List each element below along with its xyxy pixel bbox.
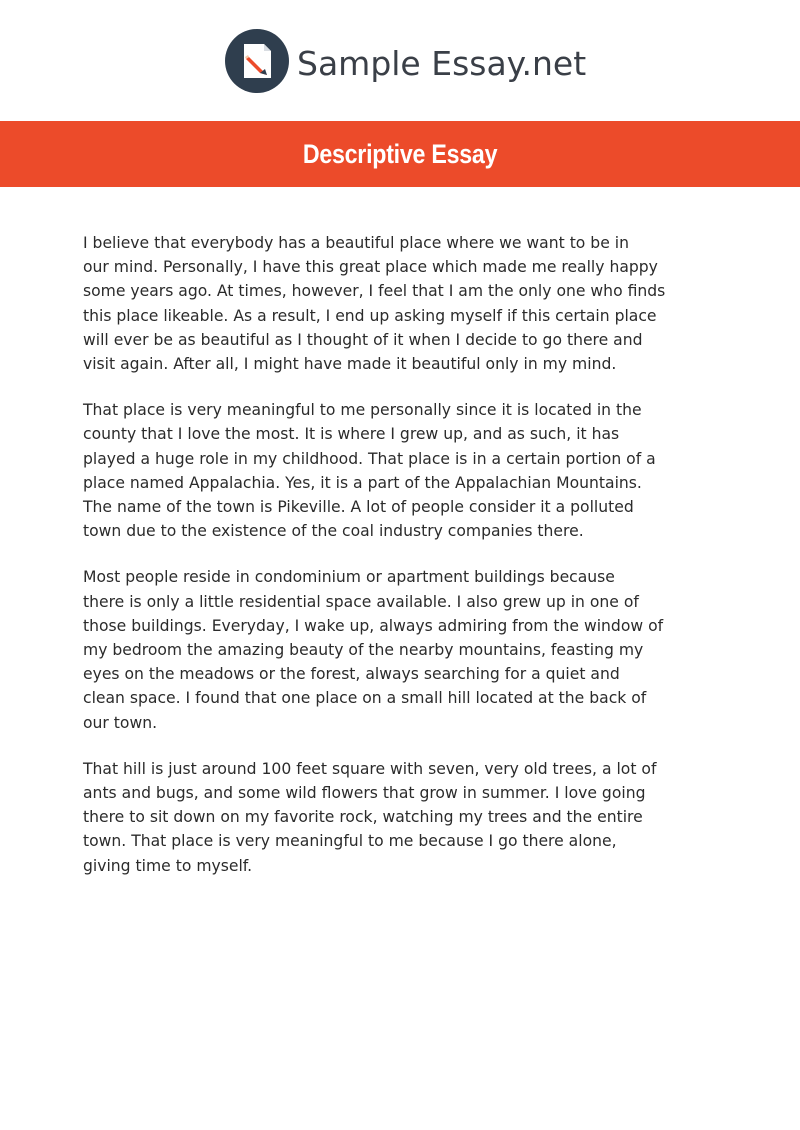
text-line: played a huge role in my childhood. That place is in a certain portion of a (83, 449, 656, 468)
text-line: our mind. Personally, I have this great place which made me really happy (83, 258, 658, 277)
essay-paragraph-3 (83, 565, 723, 734)
text-line: our town. (83, 713, 158, 732)
text-line: county that I love the most. It is where I grew up, and as such, it has (83, 425, 620, 444)
essay-paragraph-4 (83, 757, 723, 878)
text-line: this place likeable. As a result, I end up asking myself if this certain place (83, 306, 657, 325)
text-line: eyes on the meadows or the forest, always searching for a quiet and (83, 665, 620, 684)
text-line: those buildings. Everyday, I wake up, always admiring from the window of (83, 616, 664, 635)
text-line: That hill is just around 100 feet square with seven, very old trees, a lot of (83, 759, 657, 778)
essay-body (83, 231, 723, 900)
text-line: there to sit down on my favorite rock, watching my trees and the entire (83, 808, 643, 827)
text-line: visit again. After all, I might have made it beautiful only in my mind. (83, 355, 617, 374)
site-brand[interactable]: Sample Essay.net (297, 44, 587, 83)
text-line: town. That place is very meaningful to me because I go there alone, (83, 832, 617, 851)
text-line: some years ago. At times, however, I feel that I am the only one who finds (83, 282, 666, 301)
text-line: Most people reside in condominium or apartment buildings because (83, 568, 615, 587)
text-line: I believe that everybody has a beautiful place where we want to be in (83, 234, 629, 252)
text-line: town due to the existence of the coal industry companies there. (83, 522, 584, 541)
text-line: will ever be as beautiful as I thought of it when I decide to go there and (83, 330, 643, 349)
text-line: That place is very meaningful to me personally since it is located in the (83, 401, 642, 420)
text-line: my bedroom the amazing beauty of the nearby mountains, feasting my (83, 641, 644, 660)
text-line: ants and bugs, and some wild flowers that grow in summer. I love going (83, 784, 646, 803)
essay-paragraph-1 (83, 231, 723, 376)
text-line: there is only a little residential space available. I also grew up in one of (83, 592, 639, 611)
essay-paragraph-2 (83, 398, 723, 543)
text-line: clean space. I found that one place on a small hill located at the back of (83, 689, 647, 708)
pencil-paper-icon (224, 28, 290, 94)
text-line: place named Appalachia. Yes, it is a part of the Appalachian Mountains. (83, 473, 642, 492)
site-header (0, 0, 800, 120)
essay-title: Descriptive Essay (302, 138, 498, 169)
text-line: giving time to myself. (83, 856, 253, 875)
text-line: The name of the town is Pikeville. A lot of people consider it a polluted (83, 498, 634, 517)
title-banner (0, 121, 800, 187)
